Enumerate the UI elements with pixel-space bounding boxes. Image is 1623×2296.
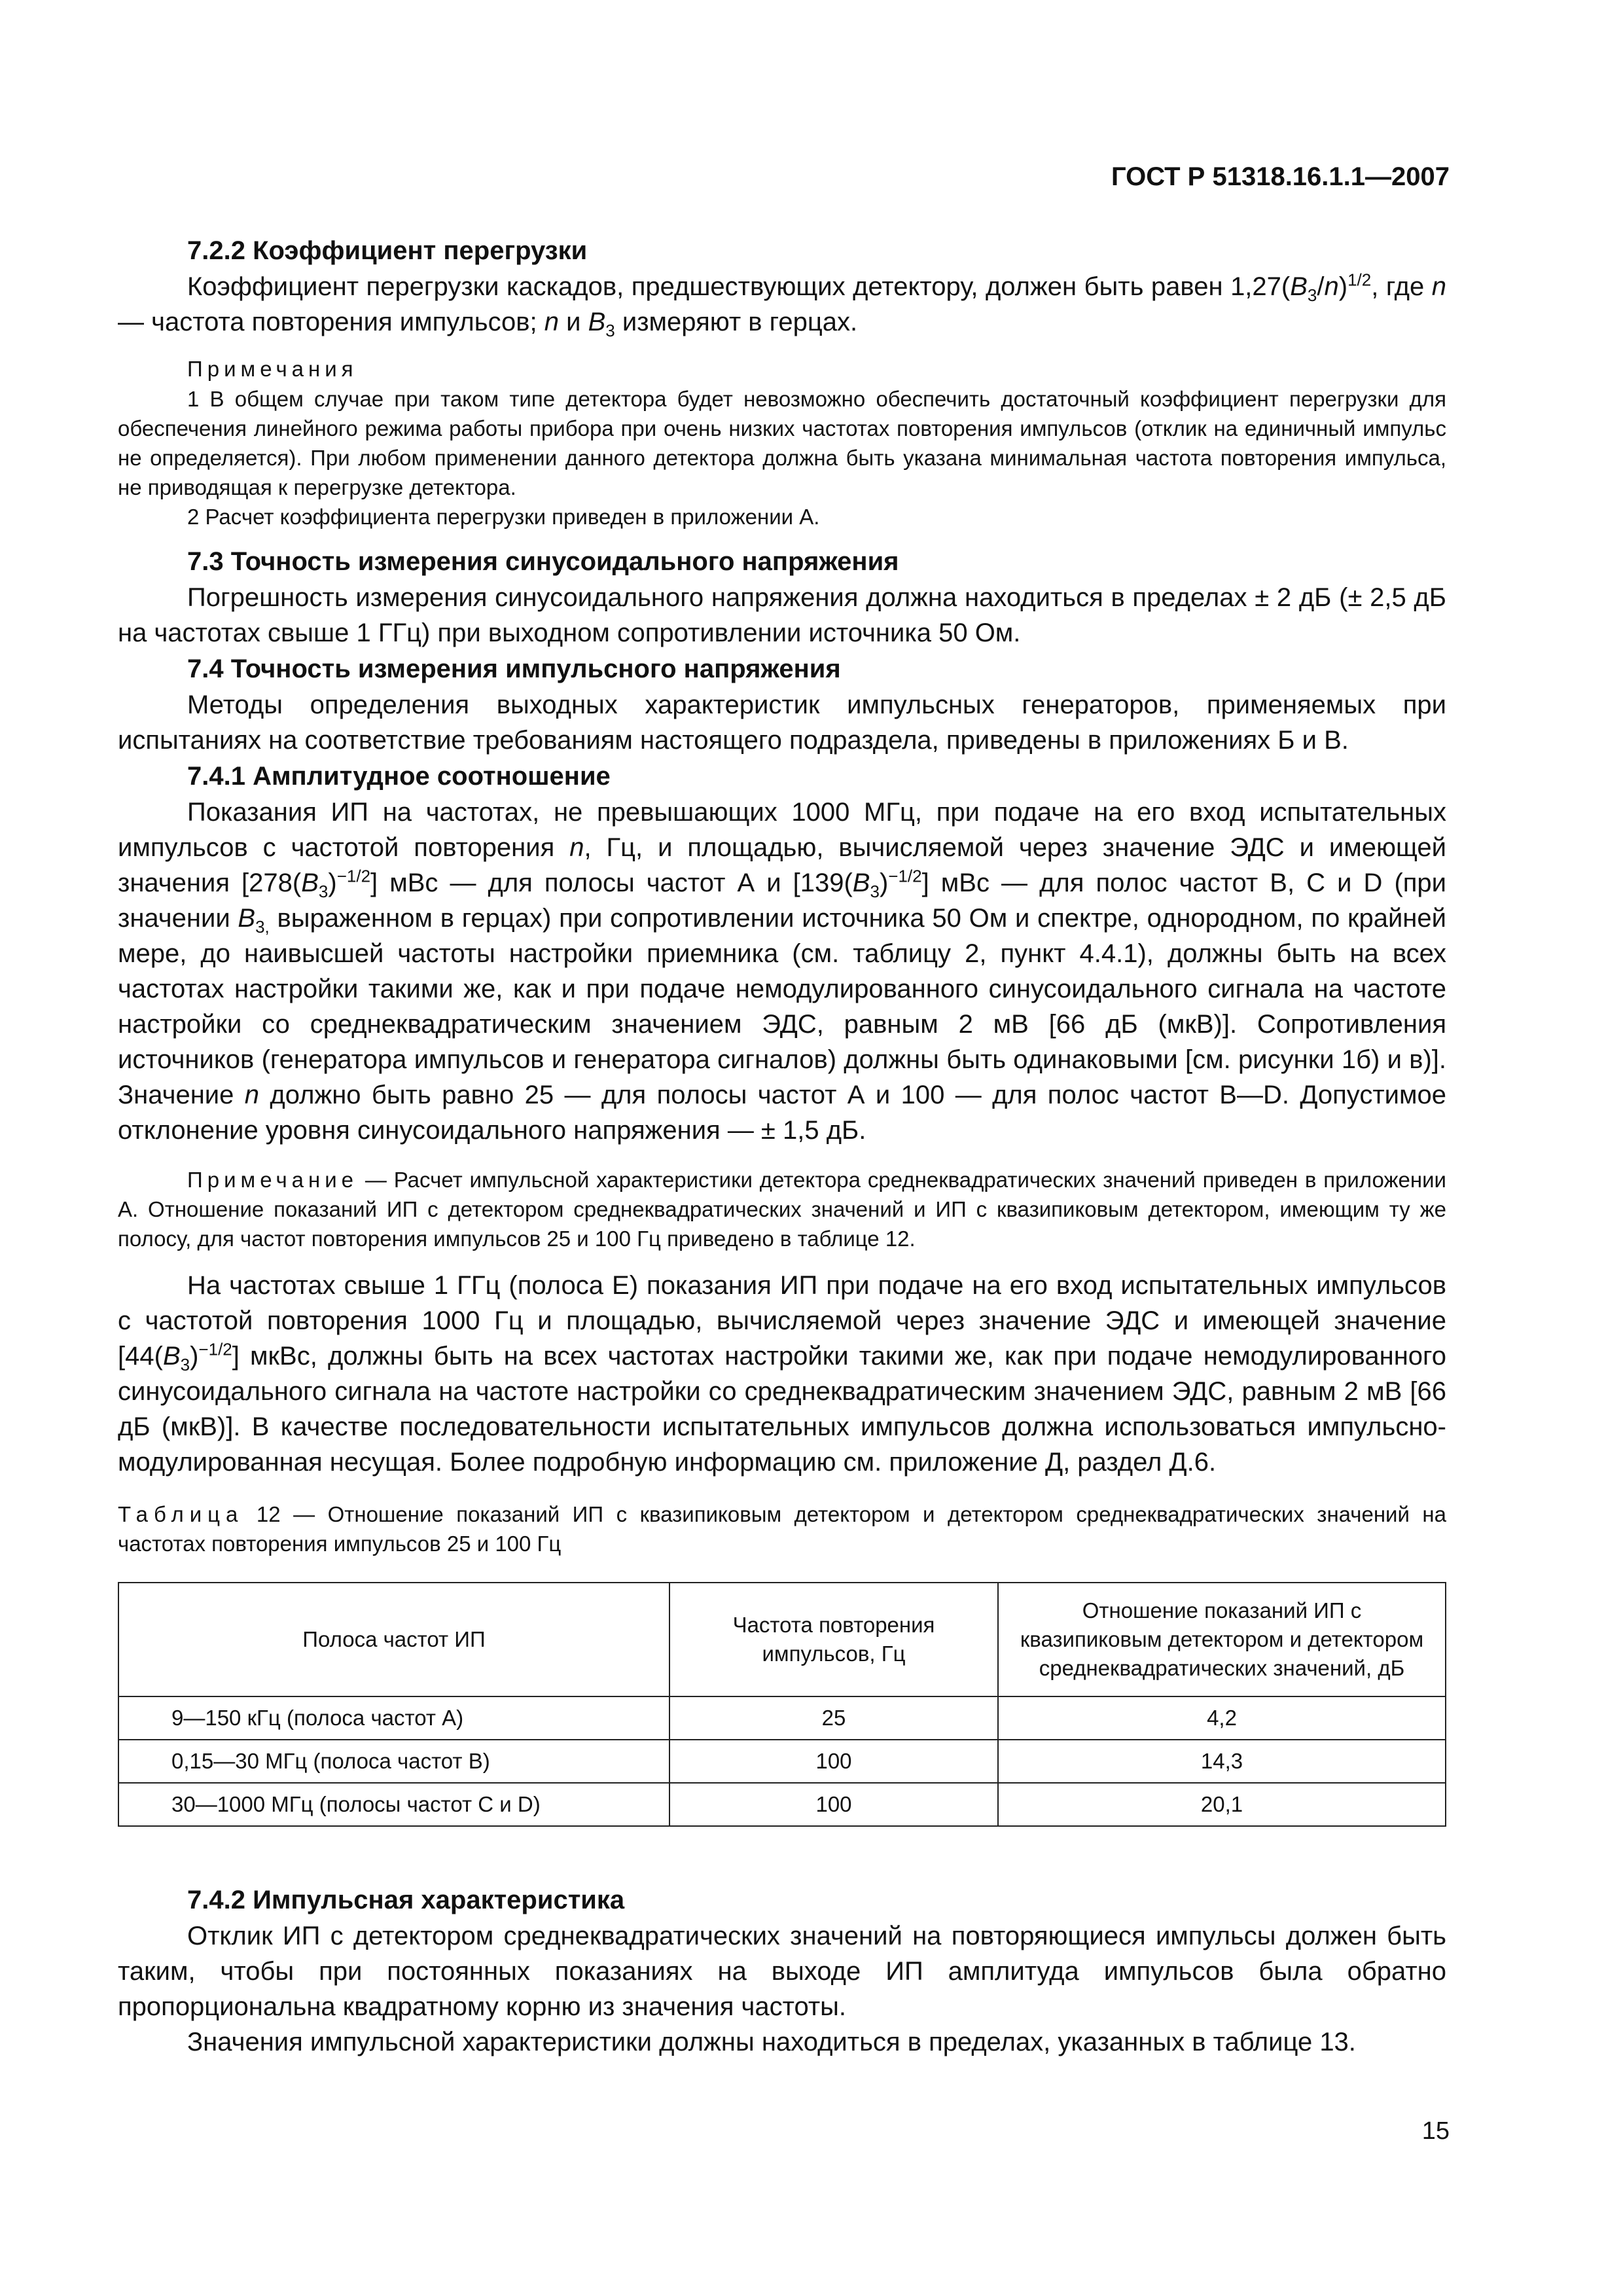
table-cell: 0,15—30 МГц (полоса частот В) [118, 1740, 669, 1783]
document-code-header: ГОСТ Р 51318.16.1.1—2007 [1111, 162, 1450, 191]
section-7-4-2-paragraph-2: Значения импульсной характеристики должны находиться в пределах, указанных в таблице 13. [187, 2028, 1356, 2056]
table-row [118, 1783, 1446, 1826]
table-cell: 14,3 [998, 1740, 1446, 1783]
table-cell: 100 [669, 1783, 998, 1826]
table-header-row [118, 1583, 1446, 1696]
table-12-caption: Таблица 12 — Отношение показаний ИП с квазипиковым детектором и детектором среднеквадратических значений на частотах повторения импульсов 25 и 100 Гц [118, 1502, 1446, 1556]
table-header-cell: Отношение показаний ИП с квазипиковым детектором и детектором среднеквадратических значений, дБ [998, 1583, 1446, 1696]
section-7-4-1-paragraph: Показания ИП на частотах, не превышающих 1000 МГц, при подаче на его вход испытательных импульсов с частотой повторения n, Гц, и площадью, вычисляемой через значение ЭДС и имеющей значения $[278(B_3)^{-1/2}]$ мВс — для полосы частот А и $[139(B_3)^{-1/2}]$ мВс — для полос частот В, С и D (при значении $B_{3,}$ выраженном в герцах) при сопротивлении источника 50 Ом и спектре, однородном, по крайней мере, до наивысшей частоты настройки приемника (см. таблицу 2, пункт 4.4.1), должны быть на всех частотах настройки такими же, как и при подаче немодулированного синусоидального сигнала на частоте настройки со среднеквадратическим значением ЭДС, равным 2 мВ [66 дБ (мкВ)]. Сопротивления источников (генератора импульсов и генератора сигналов) должны быть одинаковыми [см. рисунки 1б) и в)]. Значение n должно быть равно 25 — для полосы частот А и 100 — для полос частот В—D. Допустимое отклонение уровня синусоидального напряжения — ± 1,5 дБ. [118, 798, 1447, 1145]
table-cell: 9—150 кГц (полоса частот А) [118, 1696, 669, 1740]
notes-block [118, 357, 1446, 531]
section-7-4-2-paragraph-1: Отклик ИП с детектором среднеквадратических значений на повторяющиеся импульсы должен быть таким, чтобы при постоянных показаниях на выходе ИП амплитуда импульсов была обратно пропорциональна квадратному корню из значения частоты. [118, 1922, 1446, 2021]
table-12 [118, 1582, 1446, 1827]
table-row [118, 1740, 1446, 1783]
section-7-4-2-title: 7.4.2 Импульсная характеристика [187, 1886, 625, 1914]
table-header-cell: Частота повторения импульсов, Гц [669, 1583, 998, 1696]
page-number: 15 [1421, 2117, 1450, 2145]
section-7-4-paragraph: Методы определения выходных характеристик импульсных генераторов, применяемых при испытаниях на соответствие требованиям настоящего подраздела, приведены в приложениях Б и В. [118, 691, 1446, 755]
table-cell: 25 [669, 1696, 998, 1740]
table-row [118, 1696, 1446, 1740]
table-cell: 20,1 [998, 1783, 1446, 1826]
page-content [118, 232, 1446, 2060]
table-cell: 30—1000 МГц (полосы частот С и D) [118, 1783, 669, 1826]
section-7-4-1-title: 7.4.1 Амплитудное соотношение [187, 762, 611, 791]
note-1: 1 В общем случае при таком типе детектора будет невозможно обеспечить достаточный коэффициент перегрузки для обеспечения линейного режима работы прибора при очень низких частотах повторения импульсов (отклик на единичный импульс не определяется). При любом применении данного детектора должна быть указана минимальная частота повторения импульса, не приводящая к перегрузке детектора. [118, 387, 1446, 499]
table-cell: 4,2 [998, 1696, 1446, 1740]
paragraph-above-1ghz: На частотах свыше 1 ГГц (полоса Е) показания ИП при подаче на его вход испытательных импульсов с частотой повторения 1000 Гц и площадью, вычисляемой через значение ЭДС и имеющей значение $[44(B_3)^{-1/2}]$ мкВс, должны быть на всех частотах настройки такими же, как при подаче немодулированного синусоидального сигнала на частоте настройки со среднеквадратическим значением ЭДС, равным 2 мВ [66 дБ (мкВ)]. В качестве последовательности испытательных импульсов должна использоваться импульсно-модулированная несущая. Более подробную информацию см. приложение Д, раздел Д.6. [118, 1271, 1446, 1477]
notes-title: Примечания [187, 357, 358, 381]
section-7-2-2-title: 7.2.2 Коэффициент перегрузки [187, 236, 588, 265]
section-7-3-title: 7.3 Точность измерения синусоидального напряжения [187, 547, 899, 576]
section-7-3-paragraph: Погрешность измерения синусоидального напряжения должна находиться в пределах ± 2 дБ (± 2,5 дБ на частотах свыше 1 ГГц) при выходном сопротивлении источника 50 Ом. [118, 583, 1446, 647]
table-header-cell: Полоса частот ИП [118, 1583, 669, 1696]
note-2: 2 Расчет коэффициента перегрузки приведен в приложении А. [187, 505, 820, 529]
section-7-2-2-paragraph: Коэффициент перегрузки каскадов, предшествующих детектору, должен быть равен $1,27(B_3/n)^{1/2}$, где n — частота повторения импульсов; n и $B_3$ измеряют в герцах. [118, 270, 1446, 340]
section-7-4-title: 7.4 Точность измерения импульсного напряжения [187, 655, 841, 683]
table-cell: 100 [669, 1740, 998, 1783]
note-rms-detector: Примечание — Расчет импульсной характеристики детектора среднеквадратических значений приведен в приложении А. Отношение показаний ИП с детектором среднеквадратических значений и ИП с квазипиковым детектором, имеющим ту же полосу, для частот повторения импульсов 25 и 100 Гц приведено в таблице 12. [118, 1168, 1446, 1251]
